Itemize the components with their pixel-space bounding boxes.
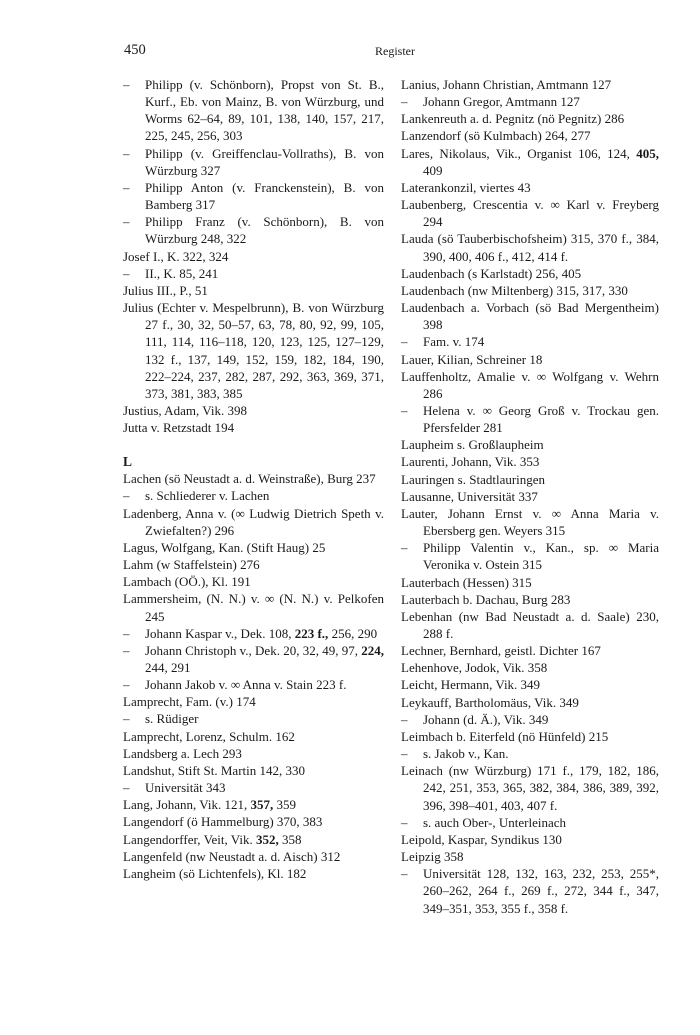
subentry-dash: – — [123, 265, 130, 281]
index-entry — [401, 728, 659, 745]
entry-text: Universität 343 — [145, 780, 226, 796]
entry-text: Helena v. ∞ Georg Groß v. Trockau gen. Pfersfelder 281 — [423, 402, 659, 436]
entry-text: Fam. v. 174 — [423, 334, 485, 350]
index-entry — [401, 471, 659, 488]
index-subentry — [123, 76, 384, 145]
entry-text: Julius (Echter v. Mespelbrunn), B. von Würzburg 27 f., 30, 32, 50–57, 63, 78, 80, 92, 99, 105, 111, 114, 116–118, 120, 123, 125, 127–129, 132 f., 137, 149, 152, 159, 182, 184, 190, 222–224, 237, 282, 287, 292, 363, 369, 371, 373, 381, 383, 385 — [123, 300, 384, 401]
entry-text: Julius III., P., 51 — [123, 282, 208, 298]
entry-text: Langheim (sö Lichtenfels), Kl. 182 — [123, 865, 307, 881]
index-entry — [401, 676, 659, 693]
entry-text: Philipp Valentin v., Kan., sp. ∞ Maria Veronika v. Ostein 315 — [423, 540, 659, 573]
index-entry — [401, 608, 659, 642]
entry-text: Philipp (v. Greiffenclau-Vollraths), B. von Würzburg 327 — [145, 145, 384, 178]
subentry-dash: – — [123, 488, 130, 504]
index-column-right — [401, 76, 659, 917]
entry-text: Philipp (v. Schönborn), Propst von St. B., Kurf., Eb. von Mainz, B. von Würzburg, und Worms 62–64, 89, 101, 138, 140, 157, 217, 225, 245, 256, 303 — [145, 77, 384, 144]
index-entry — [123, 402, 384, 419]
entry-text: Lambach (OÖ.), Kl. 191 — [123, 574, 251, 590]
index-entry — [401, 642, 659, 659]
subentry-dash: – — [123, 625, 130, 641]
index-entry — [401, 659, 659, 676]
entry-text: Leicht, Hermann, Vik. 349 — [401, 677, 541, 693]
entry-text: Lauffenholtz, Amalie v. ∞ Wolfgang v. Wehrn 286 — [401, 368, 659, 401]
index-entry — [123, 831, 384, 848]
index-subentry — [123, 710, 384, 727]
entry-text: Lanzendorf (sö Kulmbach) 264, 277 — [401, 128, 591, 144]
entry-text: Lamprecht, Lorenz, Schulm. 162 — [123, 728, 295, 744]
index-subentry — [401, 539, 659, 573]
index-entry — [123, 505, 384, 539]
entry-text: Lankenreuth a. d. Pegnitz (nö Pegnitz) 286 — [401, 111, 625, 127]
entry-text: Leykauff, Bartholomäus, Vik. 349 — [401, 694, 579, 710]
index-entry — [123, 813, 384, 830]
entry-text: s. Schliederer v. Lachen — [145, 488, 270, 504]
entry-text: 358 — [278, 831, 302, 847]
index-entry — [401, 145, 659, 179]
subentry-dash: – — [401, 711, 408, 727]
index-entry — [401, 591, 659, 608]
entry-text: Lauda (sö Tauberbischofsheim) 315, 370 f., 384, 390, 400, 406 f., 412, 414 f. — [401, 231, 659, 264]
entry-text: Lebenhan (nw Bad Neustadt a. d. Saale) 230, 288 f. — [401, 608, 659, 641]
entry-text: Johann Christoph v., Dek. 20, 32, 49, 97, — [145, 642, 362, 658]
subentry-dash: – — [401, 402, 408, 418]
index-subentry — [123, 179, 384, 213]
entry-text: Lausanne, Universität 337 — [401, 488, 538, 504]
index-entry — [123, 590, 384, 624]
entry-bold-page-ref: 224, — [361, 642, 384, 658]
entry-text: Laubenberg, Crescentia v. ∞ Karl v. Freyberg 294 — [401, 197, 659, 230]
index-entry — [123, 470, 384, 487]
entry-bold-page-ref: 357, — [250, 797, 274, 813]
entry-text: Lagus, Wolfgang, Kan. (Stift Haug) 25 — [123, 539, 326, 555]
index-entry — [401, 848, 659, 865]
entry-text: 256, 290 — [328, 625, 378, 641]
index-subentry — [401, 93, 659, 110]
entry-bold-page-ref: 405, — [636, 145, 659, 161]
index-entry — [401, 368, 659, 402]
entry-text: Johann Jakob v. ∞ Anna v. Stain 223 f. — [145, 677, 347, 693]
index-entry — [123, 796, 384, 813]
entry-text: Lauringen s. Stadtlauringen — [401, 471, 546, 487]
index-entry — [123, 419, 384, 436]
index-subentry — [123, 676, 384, 693]
entry-text: s. Rüdiger — [145, 711, 199, 727]
subentry-dash: – — [401, 866, 408, 882]
entry-text: 359 — [273, 797, 297, 813]
entry-text: 244, 291 — [145, 660, 191, 675]
entry-text: Lammersheim, (N. N.) v. ∞ (N. N.) v. Pelkofen 245 — [123, 591, 384, 624]
page-number: 450 — [124, 42, 146, 58]
index-entry — [401, 436, 659, 453]
index-subentry — [123, 642, 384, 676]
index-subentry — [123, 487, 384, 504]
index-entry — [401, 76, 659, 93]
index-entry — [123, 693, 384, 710]
entry-text: Lauterbach b. Dachau, Burg 283 — [401, 591, 571, 607]
entry-text: Lamprecht, Fam. (v.) 174 — [123, 694, 256, 710]
index-entry — [123, 539, 384, 556]
index-subentry — [123, 779, 384, 796]
entry-bold-page-ref: 223 f., — [294, 625, 329, 641]
entry-text: Josef I., K. 322, 324 — [123, 248, 229, 264]
subentry-dash: – — [123, 642, 130, 658]
entry-text: s. auch Ober-, Unterleinach — [423, 814, 567, 830]
index-block-j — [123, 76, 384, 436]
entry-text: Leinach (nw Würzburg) 171 f., 179, 182, 186, 242, 251, 353, 365, 382, 384, 386, 389, 392, 396, 398–401, 403, 407 f. — [401, 763, 659, 813]
subentry-dash: – — [123, 677, 130, 693]
entry-text: Langendorf (ö Hammelburg) 370, 383 — [123, 814, 323, 830]
entry-text: Lanius, Johann Christian, Amtmann 127 — [401, 77, 612, 92]
index-subentry — [123, 213, 384, 247]
subentry-dash: – — [123, 711, 130, 727]
index-subentry — [123, 625, 384, 642]
index-entry — [123, 865, 384, 882]
index-entry — [401, 505, 659, 539]
subentry-dash: – — [123, 145, 130, 161]
entry-text: Laudenbach (s Karlstadt) 256, 405 — [401, 265, 582, 281]
entry-text: 409 — [423, 162, 443, 178]
index-entry — [123, 745, 384, 762]
entry-text: Laupheim s. Großlaupheim — [401, 437, 544, 453]
entry-text: Langendorffer, Veit, Vik. — [123, 831, 257, 847]
entry-text: Lauer, Kilian, Schreiner 18 — [401, 351, 543, 367]
entry-text: Laudenbach (nw Miltenberg) 315, 317, 330 — [401, 282, 628, 298]
index-entry — [123, 248, 384, 265]
index-entry — [401, 831, 659, 848]
section-letter: L — [123, 454, 133, 470]
index-subentry — [401, 745, 659, 762]
entry-text: Laurenti, Johann, Vik. 353 — [401, 454, 540, 470]
index-subentry — [401, 333, 659, 350]
entry-text: Langenfeld (nw Neustadt a. d. Aisch) 312 — [123, 848, 341, 864]
index-entry — [401, 265, 659, 282]
entry-text: Philipp Anton (v. Franckenstein), B. von Bamberg 317 — [145, 179, 384, 213]
entry-text: s. Jakob v., Kan. — [423, 746, 509, 762]
index-entry — [401, 453, 659, 470]
subentry-dash: – — [401, 814, 408, 830]
index-entry — [401, 179, 659, 196]
index-entry — [401, 351, 659, 368]
index-entry — [401, 488, 659, 505]
entry-text: Lachen (sö Neustadt a. d. Weinstraße), Burg 237 — [123, 471, 376, 487]
subentry-dash: – — [123, 77, 130, 92]
entry-text: Laudenbach a. Vorbach (sö Bad Mergentheim) 398 — [401, 300, 659, 333]
index-entry — [123, 848, 384, 865]
index-entry — [401, 694, 659, 711]
entry-text: Leipold, Kaspar, Syndikus 130 — [401, 831, 562, 847]
subentry-dash: – — [401, 746, 408, 762]
index-entry — [401, 110, 659, 127]
entry-text: Philipp Franz (v. Schönborn), B. von Würzburg 248, 322 — [145, 214, 384, 247]
entry-text: Leipzig 358 — [401, 849, 464, 865]
index-entry — [401, 574, 659, 591]
index-block-l — [123, 470, 384, 882]
subentry-dash: – — [123, 214, 130, 230]
entry-text: Johann (d. Ä.), Vik. 349 — [423, 711, 549, 727]
entry-text: Lehenhove, Jodok, Vik. 358 — [401, 660, 548, 676]
entry-text: Lares, Nikolaus, Vik., Organist 106, 124, — [401, 145, 637, 161]
entry-text: II., K. 85, 241 — [145, 265, 219, 281]
entry-text: Landshut, Stift St. Martin 142, 330 — [123, 762, 305, 778]
entry-text: Ladenberg, Anna v. (∞ Ludwig Dietrich Speth v. Zwiefalten?) 296 — [123, 505, 384, 538]
subentry-dash: – — [401, 94, 408, 110]
entry-text: Lang, Johann, Vik. 121, — [123, 797, 251, 813]
index-entry — [123, 556, 384, 573]
index-entry — [401, 282, 659, 299]
entry-text: Laterankonzil, viertes 43 — [401, 179, 531, 195]
index-entry — [401, 127, 659, 144]
index-entry — [123, 299, 384, 402]
entry-text: Jutta v. Retzstadt 194 — [123, 420, 235, 436]
entry-bold-page-ref: 352, — [256, 831, 279, 847]
index-entry — [401, 762, 659, 813]
entry-text: Leimbach b. Eiterfeld (nö Hünfeld) 215 — [401, 728, 609, 744]
index-subentry — [401, 711, 659, 728]
entry-text: Landsberg a. Lech 293 — [123, 745, 242, 761]
subentry-dash: – — [123, 780, 130, 796]
index-entry — [123, 762, 384, 779]
index-entry — [123, 282, 384, 299]
subentry-dash: – — [123, 179, 130, 195]
entry-text: Universität 128, 132, 163, 232, 253, 255*, 260–262, 264 f., 269 f., 272, 344 f., 347, 349–351, 353, 355 f., 358 f. — [423, 866, 659, 916]
entry-text: Lauterbach (Hessen) 315 — [401, 574, 532, 590]
entry-text: Justius, Adam, Vik. 398 — [123, 402, 247, 418]
subentry-dash: – — [401, 540, 408, 556]
index-entry — [401, 196, 659, 230]
index-column-left — [123, 76, 384, 882]
running-title: Register — [375, 44, 415, 58]
subentry-dash: – — [401, 334, 408, 350]
index-subentry — [401, 865, 659, 916]
index-entry — [401, 299, 659, 333]
index-subentry — [123, 265, 384, 282]
entry-text: Lauter, Johann Ernst v. ∞ Anna Maria v. Ebersberg gen. Weyers 315 — [401, 505, 659, 539]
entry-text: Lechner, Bernhard, geistl. Dichter 167 — [401, 643, 601, 659]
index-entry — [401, 230, 659, 264]
entry-text: Lahm (w Staffelstein) 276 — [123, 557, 260, 573]
index-subentry — [401, 814, 659, 831]
entry-text: Johann Gregor, Amtmann 127 — [423, 94, 580, 110]
index-entry — [123, 573, 384, 590]
index-entry — [123, 728, 384, 745]
entry-text: Johann Kaspar v., Dek. 108, — [145, 625, 295, 641]
index-subentry — [123, 145, 384, 179]
index-subentry — [401, 402, 659, 436]
